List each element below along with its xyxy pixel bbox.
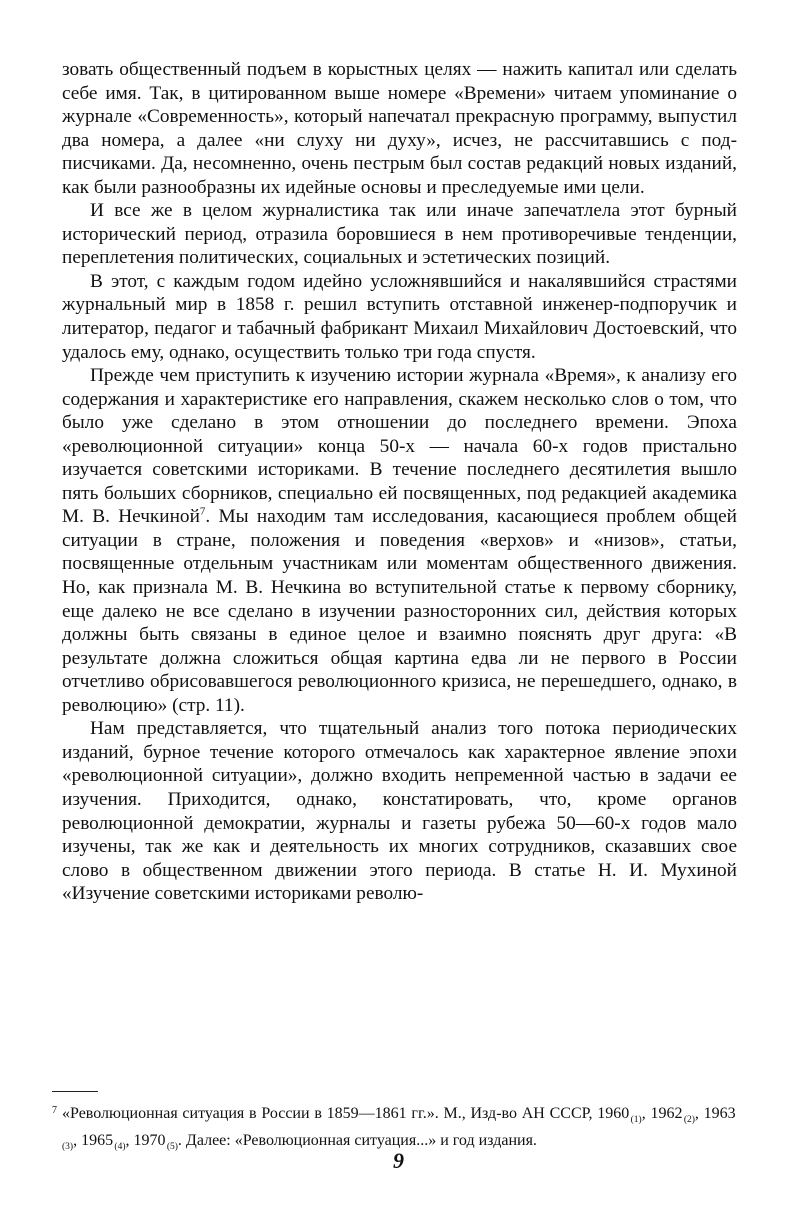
footnote-volume-label: (2) xyxy=(683,1115,695,1126)
footnote-volume-label: (1) xyxy=(630,1115,642,1126)
paragraph-4 xyxy=(62,364,737,717)
footnote-volume-year: 1965 xyxy=(81,1131,114,1149)
paragraph-4-tail: . Мы находим там исследования, касающиеся проблем общей ситуации в стране, положения и поведения «верхов» и «низов», статьи, посвященные отдельным участникам или моментам общественного движения. Но, как признала М. В. Нечкина во вступительной статье к первому сборнику, еще далеко не все сделано в изучении разносторонних сил, действия которых должны быть связаны в единое целое и взаимно пояснять друг друга: «В результате должна сложиться общая картина едва ли не первого в России отчетливо обрисовавшегося революционного кризиса, не перешедшего, однако, в революцию» (стр. 11). xyxy=(62,506,737,716)
footnote-number: 7 xyxy=(52,1105,57,1116)
paragraph-5: Нам представляется, что тщательный анализ того потока периодических изданий, бурное течение которого отмечалось как характерное явление эпохи «революционной ситуации», должно входить непременной частью в задачи ее изучения. Приходится, однако, констатировать, что, кроме органов революционной демократии, журналы и газеты рубежа 50—60-х годов мало изучены, так же как и деятельность их многих сотрудников, сказавших свое слово в общественном движении этого периода. В статье Н. И. Мухиной «Изучение советскими историками револю- xyxy=(62,718,737,905)
footnote-text-end: . Далее: «Революционная ситуация...» и год издания. xyxy=(177,1131,537,1149)
footnote-volume-year: 1962 xyxy=(650,1105,683,1122)
footnote: 7 «Революционная ситуация в России в 1859—1861 гг.». М., Изд-во АН СССР, 1960 $_{(1)}$, 1962 $_{(2)}$, 1963 $_{(3)}$, 1965 $_{(4)}$, 1970 $_{(5)}$. Далее: «Революционная ситуация...» и год издания. xyxy=(62,1104,737,1157)
paragraph-3: В этот, с каждым годом идейно усложнявшийся и накалявшийся страстями журнальный мир в 1858 г. решил вступить отставной инженер-подпоручик и литератор, педагог и табачный фабрикант Михаил Михайлович Достоевский, что удалось ему, однако, осуществить только три года спустя. xyxy=(62,270,737,363)
footnote-text-start: «Революционная ситуация в России в 1859—1861 гг.». М., Изд-во АН СССР, 1960 xyxy=(62,1105,630,1122)
footnote-volume-label: (4) xyxy=(114,1141,126,1152)
footnote-divider xyxy=(52,1091,98,1092)
footnote-volume-year: 1970 xyxy=(133,1131,166,1149)
paragraph-2: И все же в целом журналистика так или иначе запечатлела этот бурный исторический период, отразила боровшиеся в нем противоречивые тенденции, переплетения политических, социальных и эстетических позиций. xyxy=(62,200,737,269)
footnote-volume-label: (5) xyxy=(166,1141,178,1152)
page-number: 9 xyxy=(393,1148,404,1173)
page-body xyxy=(62,58,737,906)
footnote-volume-label: (3) xyxy=(62,1141,74,1152)
paragraph-1: зовать общественный подъем в корыстных целях — нажить капитал или сделать себе имя. Так, в цитированном выше номере «Времени» читаем упоминание о журнале «Современность», который напечатал прекрасную программу, выпустил два номера, а далее «ни слуху ни духу», исчез, не рассчитавшись с подписчиками. Да, несомненно, очень пестрым был состав редакций новых изданий, как были разнообразны их идейные основы и преследуемые ими цели. xyxy=(62,59,737,198)
paragraph-4-head: Прежде чем приступить к изучению истории журнала «Время», к анализу его содержания и характеристике его направления, скажем несколько слов о том, что было уже сделано в этом отношении до последнего времени. Эпоха «революционной ситуации» конца 50-х — начала 60-х годов пристально изучается советскими историками. В течение последнего десятилетия вышло пять больших сборников, специально ей посвященных, под редакцией академика М. В. Нечкиной xyxy=(62,365,737,528)
footnote-reference: 7 xyxy=(199,505,206,518)
footnote-volume-year: 1963 xyxy=(703,1105,736,1122)
